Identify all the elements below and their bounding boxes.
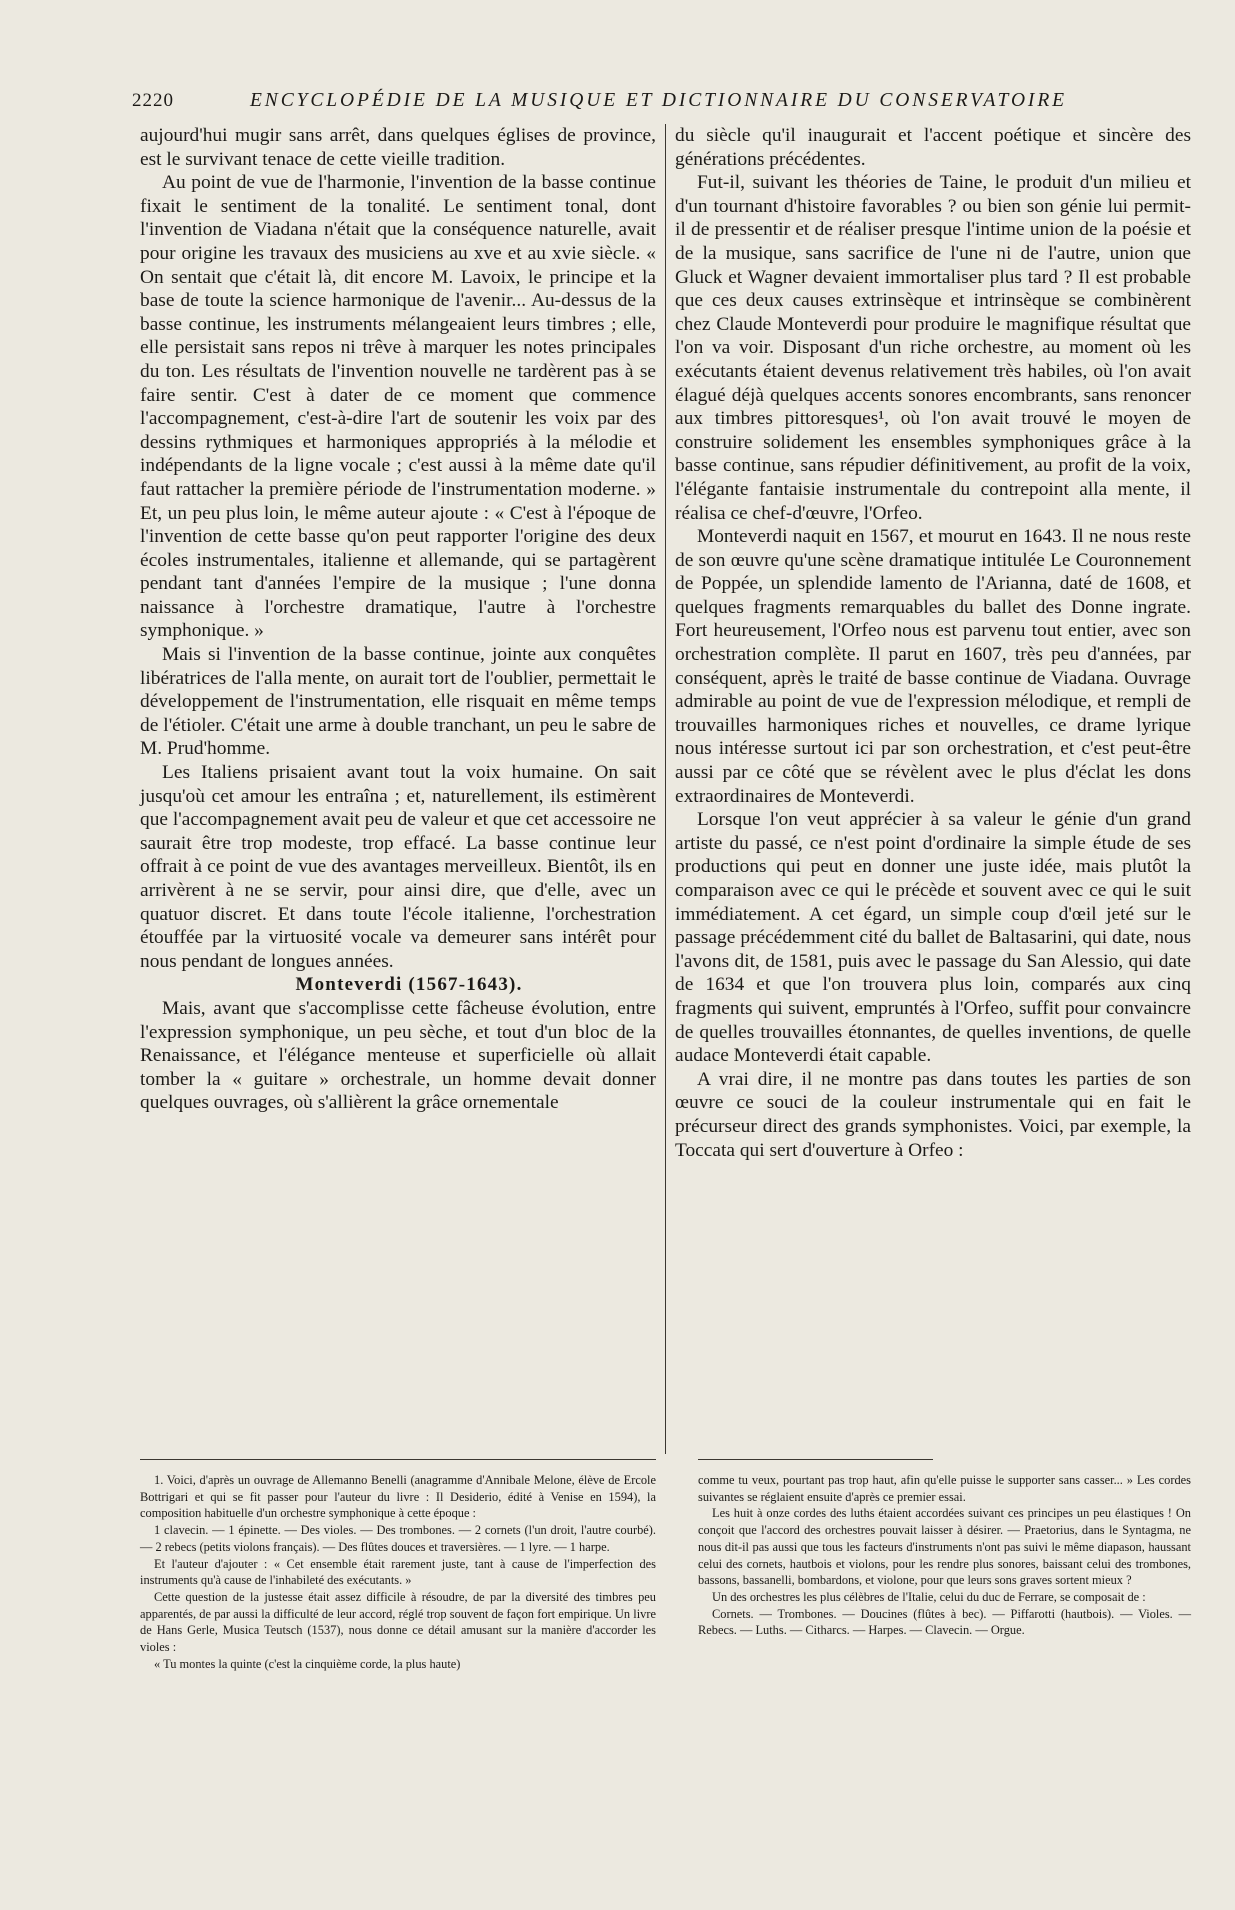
footnote: 1 clavecin. — 1 épinette. — Des violes. — Des trombones. — 2 cornets (l'un droit, l'autre courbé). — 2 rebecs (petits violons français). — Des flûtes douces et traversières. — 1 lyre. — 1 harpe. <box>140 1523 656 1554</box>
section-heading: Monteverdi (1567-1643). <box>295 974 523 996</box>
column-divider <box>665 124 666 1454</box>
paragraph: Lorsque l'on veut apprécier à sa valeur le génie d'un grand artiste du passé, ce n'est point d'ordinaire la simple étude de ses productions qui peut en donner une juste idée, mais plutôt la comparaison avec ce qui le précède et souvent avec ce qui le suit immédiatement. A cet égard, un simple coup d'œil jeté sur le passage précédemment cité du ballet de Baltasarini, qui date, nous l'avons dit, de 1581, puis avec le passage du San Alessio, qui date de 1634 et que l'on trouvera plus loin, comparés aux cinq fragments qui suivent, empruntés à l'Orfeo, suffit pour convaincre de quelles trouvailles étonnantes, de quelles inventions, de quelle audace Monteverdi était capable. <box>675 809 1191 1067</box>
paragraph: Monteverdi naquit en 1567, et mourut en 1643. Il ne nous reste de son œuvre qu'une scène dramatique intitulée Le Couronnement de Poppée, un splendide lamento de l'Arianna, daté de 1608, et quelques fragments remarquables du ballet des Donne ingrate. Fort heureusement, l'Orfeo nous est parvenu tout entier, avec son orchestration complète. Il parut en 1607, très peu d'années, par conséquent, après le traité de basse continue de Viadana. Ouvrage admirable au point de vue de l'expression mélodique, et rempli de trouvailles harmoniques riches et nouvelles, ce drame lyrique nous intéresse surtout ici par son orchestration, et c'est peut-être aussi par ce côté que se révèlent avec le plus d'éclat les dons extraordinaires de Monteverdi. <box>675 526 1191 807</box>
paragraph: Au point de vue de l'harmonie, l'invention de la basse continue fixait le sentiment de la tonalité. Le sentiment tonal, dont l'invention de Viadana n'était que la conséquence naturelle, avait pour origine les travaux des musiciens au xve et au xvie siècle. « On sentait que c'était là, dit encore M. Lavoix, le principe et la base de toute la science harmonique de l'avenir... Au-dessus de la basse continue, les instruments mélangeaient leurs timbres ; elle, elle persistait sans repos ni trêve à marquer les notes principales du ton. Les résultats de l'invention nouvelle ne tardèrent pas à se faire sentir. C'est à dater de ce moment que commence l'accompagnement, c'est-à-dire l'art de soutenir les voix par des dessins rythmiques et harmoniques appropriés à la mélodie et indépendants de la ligne vocale ; c'est aussi à la même date qu'il faut rattacher la première période de l'instrumentation moderne. » Et, un peu plus loin, le même auteur ajoute : « C'est à l'époque de l'invention de cette basse qu'on peut rapporter l'origine des deux écoles instrumentales, italienne et allemande, qui se partagèrent pendant tant d'années l'empire de la musique ; l'une donna naissance à l'orchestre dramatique, l'autre à l'orchestre symphonique. » <box>140 172 656 642</box>
page-header <box>132 90 1084 114</box>
paragraph: Fut-il, suivant les théories de Taine, le produit d'un milieu et d'un tournant d'histoire favorables ? ou bien son génie lui permit-il de pressentir et de réaliser presque l'intime union de la poésie et de la musique, sans sacrifice de l'une ni de l'autre, union que Gluck et Wagner devaient immortaliser plus tard ? Il est probable que ces deux causes extrinsèque et intrinsèque se combinèrent chez Claude Monteverdi pour produire le magnifique résultat que l'on va voir. Disposant d'un riche orchestre, au moment où les exécutants étaient devenus relativement très habiles, où l'on avait élagué déjà quelques accents sonores encombrants, sans renoncer aux timbres pittoresques¹, où l'on avait trouvé le moyen de construire solidement les ensembles symphoniques grâce à la basse continue, sans répudier définitivement, au profit de la voix, l'élégante fantaisie instrumentale du contrepoint alla mente, il réalisa ce chef-d'œuvre, l'Orfeo. <box>675 172 1191 524</box>
left-column <box>140 124 656 1454</box>
footnote: Cette question de la justesse était assez difficile à résoudre, de par la diversité des timbres peu apparentés, de par aussi la difficulté de leur accord, réglé trop souvent de façon fort empirique. Un livre de Hans Gerle, Musica Teutsch (1537), nous donne ce détail amusant sur la manière d'accorder les violes : <box>140 1589 656 1655</box>
right-column <box>675 124 1191 1474</box>
footnote: Cornets. — Trombones. — Doucines (flûtes à bec). — Piffarotti (hautbois). — Violes. — Rebecs. — Luths. — Citharcs. — Harpes. — Clavecin. — Orgue. <box>698 1606 1191 1638</box>
footnote: Et l'auteur d'ajouter : « Cet ensemble était rarement juste, tant à cause de l'imperfection des instruments qu'à cause de l'inhabileté des exécutants. » <box>140 1556 656 1588</box>
paragraph: aujourd'hui mugir sans arrêt, dans quelques églises de province, est le survivant tenace de cette vieille tradition. <box>140 125 656 170</box>
footnotes-right <box>698 1472 1191 1639</box>
footnote: comme tu veux, pourtant pas trop haut, afin qu'elle puisse le supporter sans casser... » Les cordes suivantes se réglaient ensuite d'après ce premier essai. <box>698 1473 1191 1504</box>
paragraph: Mais, avant que s'accomplisse cette fâcheuse évolution, entre l'expression symphonique, un peu sèche, et tout d'un bloc de la Renaissance, et l'élégance menteuse et superficielle où allait tomber la « guitare » orchestrale, un homme devait donner quelques ouvrages, où s'allièrent la grâce ornementale <box>140 997 656 1114</box>
running-title: ENCYCLOPÉDIE DE LA MUSIQUE ET DICTIONNAIRE DU CONSERVATOIRE <box>250 90 1067 111</box>
paragraph: A vrai dire, il ne montre pas dans toutes les parties de son œuvre ce souci de la couleur instrumentale qui en fait le précurseur direct des grands symphonistes. Voici, par exemple, la Toccata qui sert d'ouverture à Orfeo : <box>675 1068 1191 1161</box>
footnotes-left <box>140 1472 656 1672</box>
footnote: 1. Voici, d'après un ouvrage de Allemanno Benelli (anagramme d'Annibale Melone, élève de Ercole Bottrigari et qui se fit passer pour l'auteur du livre : Il Desiderio, édité à Venise en 1594), la composition habituelle d'un orchestre symphonique à cette époque : <box>140 1473 656 1521</box>
paragraph: Les Italiens prisaient avant tout la voix humaine. On sait jusqu'où cet amour les entraîna ; et, naturellement, ils estimèrent que l'accompagnement avait peu de valeur et que cet accessoire ne saurait être trop modeste, trop effacé. La basse continue leur offrait à ce point de vue des avantages merveilleux. Bientôt, ils en arrivèrent à ne se servir, pour ainsi dire, que d'elle, avec un quatuor discret. Et dans toute l'école italienne, l'orchestration étouffée par la virtuosité vocale va demeurer sans intérêt pour nous pendant de longues années. <box>140 762 657 972</box>
footnote: Les huit à onze cordes des luths étaient accordées suivant ces principes un peu élastiques ! On conçoit que l'accord des orchestres pouvait laisser à désirer. — Praetorius, dans le Syntagma, ne nous dit-il pas aussi que tous les facteurs d'instruments n'ont pas suivi le même diapason, haussant celui des cornets, hautbois et violons, pour les rendre plus sonores, baissant celui des trombones, bassons, bassanelli, bombardons, et violone, pour que leurs sons graves sortent mieux ? <box>698 1506 1191 1588</box>
paragraph: du siècle qu'il inaugurait et l'accent poétique et sincère des générations précédentes. <box>675 125 1191 170</box>
paragraph: Mais si l'invention de la basse continue, jointe aux conquêtes libératrices de l'alla mente, on aurait tort de l'oublier, permettait le développement de l'instrumentation, elle risquait en même temps de l'étioler. C'était une arme à double tranchant, un peu le sabre de M. Prud'homme. <box>140 644 656 760</box>
footnote-rule-right <box>698 1459 933 1460</box>
footnote: « Tu montes la quinte (c'est la cinquième corde, la plus haute) <box>154 1656 461 1671</box>
footnote: Un des orchestres les plus célèbres de l'Italie, celui du duc de Ferrare, se composait de : <box>712 1589 1146 1604</box>
page-number: 2220 <box>132 90 174 111</box>
footnote-rule-left <box>140 1459 656 1460</box>
